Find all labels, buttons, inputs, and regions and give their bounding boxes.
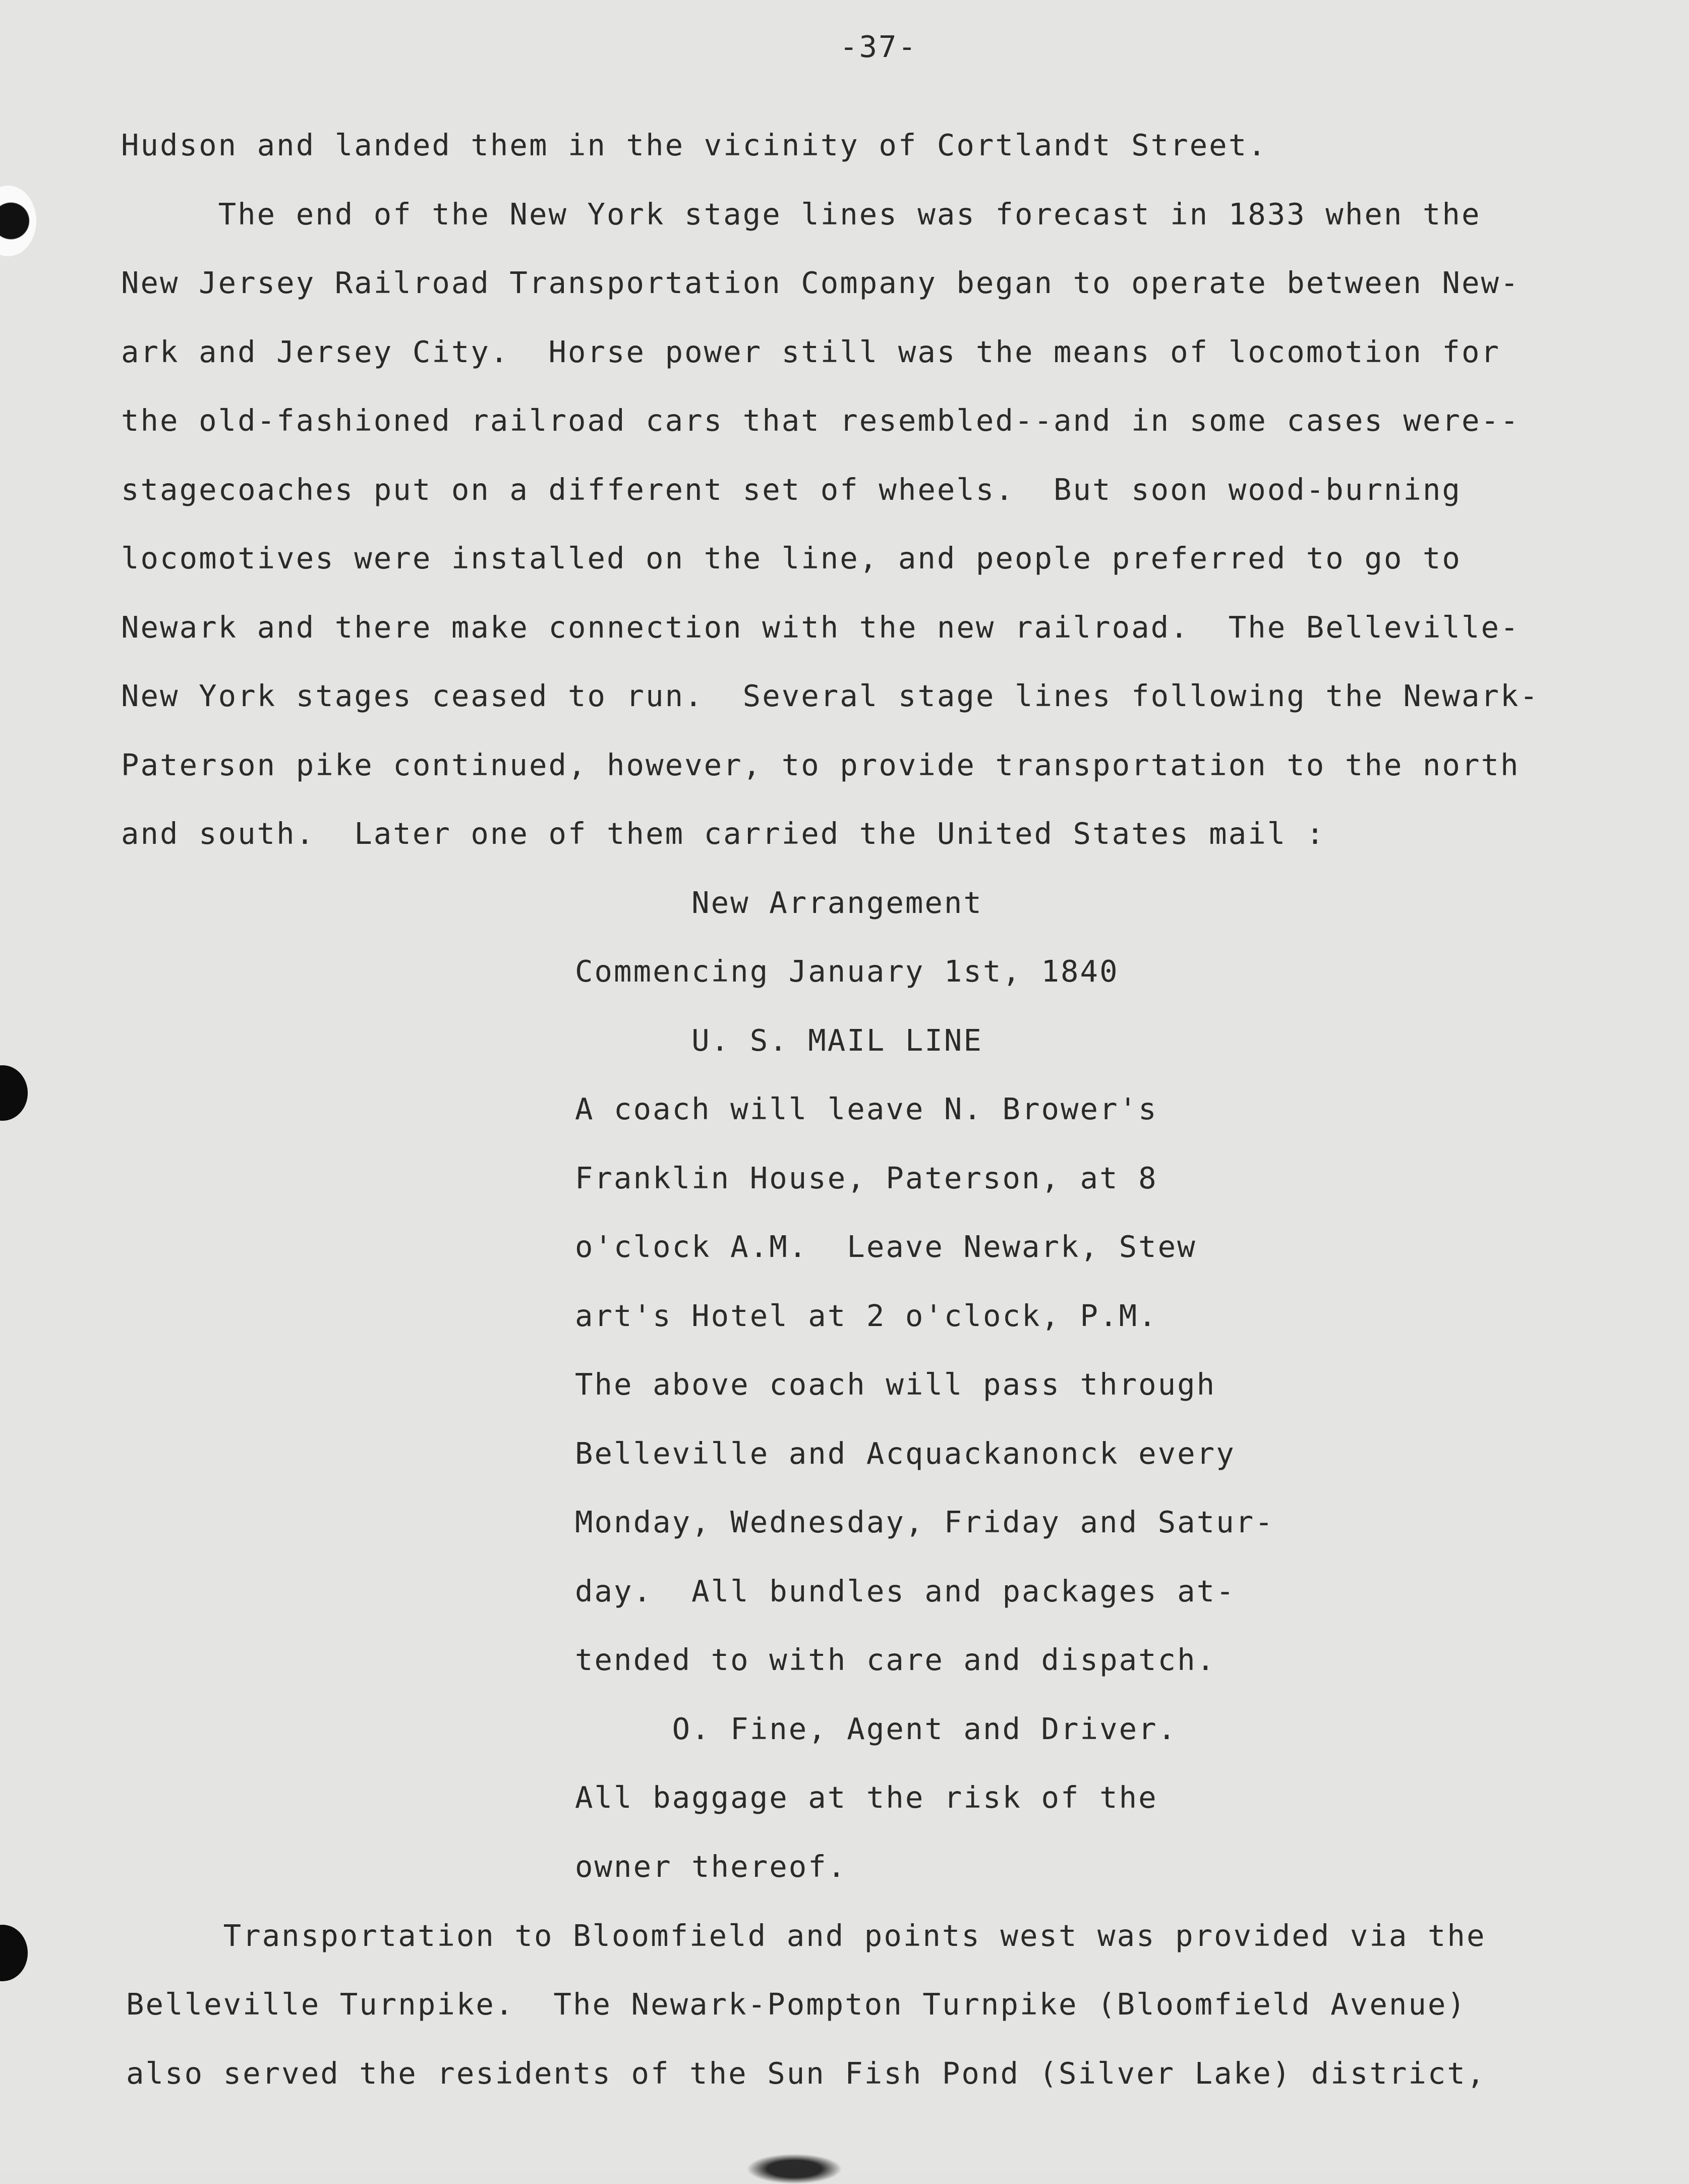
ad-line: O. Fine, Agent and Driver. bbox=[575, 1711, 1178, 1746]
body-line: stagecoaches put on a different set of wheels. But soon wood-burning bbox=[121, 472, 1462, 507]
scan-smudge bbox=[746, 2154, 842, 2184]
body-line: locomotives were installed on the line, and people preferred to go to bbox=[121, 541, 1462, 576]
ad-line: Franklin House, Paterson, at 8 bbox=[575, 1161, 1158, 1195]
body-line: The end of the New York stage lines was forecast in 1833 when the bbox=[121, 197, 1481, 232]
binder-hole-middle bbox=[0, 1065, 28, 1121]
binder-hole-top bbox=[0, 186, 36, 256]
binder-hole-bottom bbox=[0, 1925, 28, 1981]
body-line: Belleville Turnpike. The Newark-Pompton Turnpike (Bloomfield Avenue) bbox=[126, 1987, 1467, 2022]
ad-line: tended to with care and dispatch. bbox=[575, 1642, 1216, 1677]
ad-line: Commencing January 1st, 1840 bbox=[575, 954, 1119, 989]
ad-line: The above coach will pass through bbox=[575, 1367, 1216, 1402]
body-line: New York stages ceased to run. Several stage lines following the Newark- bbox=[121, 678, 1540, 713]
body-line: also served the residents of the Sun Fish Pond (Silver Lake) district, bbox=[126, 2056, 1486, 2091]
page-number: -37- bbox=[840, 29, 918, 64]
body-line: and south. Later one of them carried the United States mail : bbox=[121, 816, 1326, 851]
body-line: Transportation to Bloomfield and points west was provided via the bbox=[126, 1918, 1486, 1953]
ad-line: U. S. MAIL LINE bbox=[575, 1023, 983, 1058]
ad-line: day. All bundles and packages at- bbox=[575, 1574, 1236, 1608]
body-line: ark and Jersey City. Horse power still was the means of locomotion for bbox=[121, 334, 1500, 369]
ad-line: Monday, Wednesday, Friday and Satur- bbox=[575, 1505, 1274, 1539]
body-line: Newark and there make connection with the new railroad. The Belleville- bbox=[121, 610, 1520, 645]
ad-line: owner thereof. bbox=[575, 1849, 847, 1884]
ad-line: All baggage at the risk of the bbox=[575, 1780, 1158, 1815]
ad-line: New Arrangement bbox=[575, 885, 983, 920]
body-line: Paterson pike continued, however, to provide transportation to the north bbox=[121, 748, 1520, 782]
body-line: Hudson and landed them in the vicinity of Cortlandt Street. bbox=[121, 128, 1267, 162]
body-line: New Jersey Railroad Transportation Company began to operate between New- bbox=[121, 265, 1520, 300]
ad-line: Belleville and Acquackanonck every bbox=[575, 1436, 1236, 1471]
ad-line: art's Hotel at 2 o'clock, P.M. bbox=[575, 1298, 1158, 1333]
ad-line: o'clock A.M. Leave Newark, Stew bbox=[575, 1229, 1197, 1264]
body-line: the old-fashioned railroad cars that resembled--and in some cases were-- bbox=[121, 403, 1520, 438]
ad-line: A coach will leave N. Brower's bbox=[575, 1091, 1158, 1126]
